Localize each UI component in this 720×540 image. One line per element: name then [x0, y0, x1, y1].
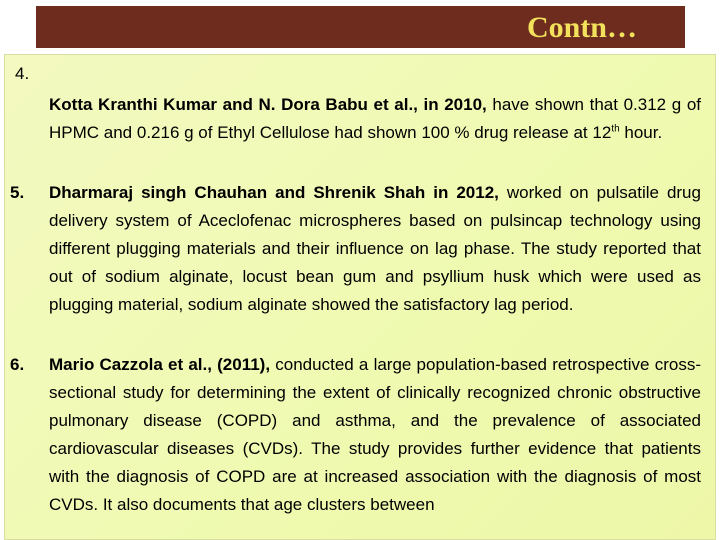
item-4-superscript: th	[611, 123, 620, 135]
item-4-text-end: hour.	[619, 123, 663, 142]
item-6-text: conducted a large population-based retrospective cross-sectional study for determining the extent of clinically recognized chronic obstructive pulmonary disease (COPD) and asthma, and the prevalence of associated cardiovascular diseases (CVDs). The study provides further evidence that patients with the diagnosis of COPD are at increased association with the diagnosis of most CVDs. It also documents that age clusters between	[49, 355, 701, 514]
item-4-paragraph	[49, 91, 701, 147]
item-5-paragraph	[10, 179, 701, 319]
item-6-authors: Mario Cazzola et al., (2011),	[49, 355, 271, 374]
item-5-authors: Dharmaraj singh Chauhan and Shrenik Shah in 2012,	[49, 183, 499, 202]
item-5-number: 5.	[10, 183, 25, 202]
item-6-paragraph	[10, 351, 701, 519]
item-6-number: 6.	[10, 355, 25, 374]
slide-content	[4, 54, 716, 540]
item-4-authors: Kotta Kranthi Kumar and N. Dora Babu et al., in 2010,	[49, 95, 487, 114]
item-4-text: have shown that 0.312 g of HPMC and 0.216 g of Ethyl Cellulose had shown 100 % drug release at 12	[49, 95, 701, 142]
item-5-text: worked on pulsatile drug delivery system of Aceclofenac microspheres based on pulsincap technology using different plugging materials and their influence on lag phase. The study reported that out of sodium alginate, locust bean gum and psyllium husk which were used as plugging material, sodium alginate showed the satisfactory lag period.	[49, 183, 701, 314]
slide-title: Contn…	[526, 11, 637, 44]
slide-title-bar	[36, 6, 685, 48]
item-4-number: 4.	[15, 64, 30, 83]
